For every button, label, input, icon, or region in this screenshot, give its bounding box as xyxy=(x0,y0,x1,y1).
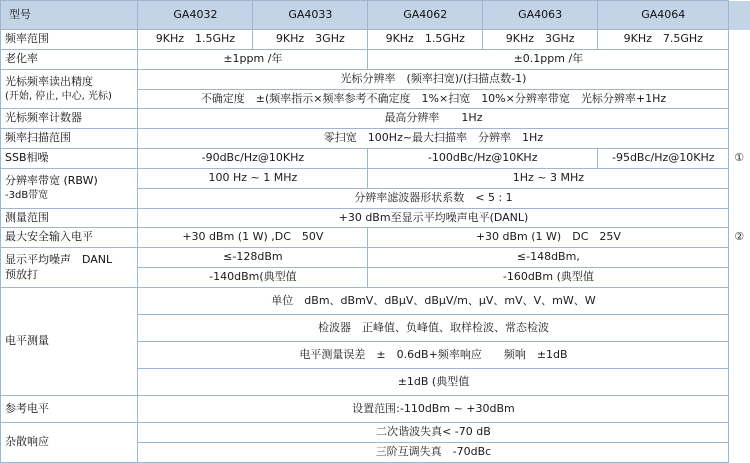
cell-ssb-2: -100dBc/Hz@10KHz xyxy=(368,149,598,169)
cell-freq-ga4032: 9KHz 1.5GHz xyxy=(138,30,253,50)
table-row xyxy=(1,129,750,149)
cell-intermod-distortion: 三阶互调失真 -70dBc xyxy=(138,442,729,462)
cell-danl-left-1: ≤-128dBm xyxy=(138,248,368,268)
cell-max-safe-left: +30 dBm (1 W) ,DC 50V xyxy=(138,228,368,248)
cell-danl-left-2: -140dBm(典型值 xyxy=(138,268,368,288)
note-spacer xyxy=(729,1,750,30)
note-cell xyxy=(729,314,750,341)
cell-danl-right-2: -160dBm (典型值 xyxy=(368,268,729,288)
row-label-danl xyxy=(1,248,138,288)
note-cell xyxy=(729,368,750,395)
row-label-line1: 分辨率带宽 (RBW) xyxy=(5,174,98,188)
row-label-ssb-phase-noise: SSB相噪 xyxy=(1,149,138,169)
cell-marker-resolution: 光标分辨率 (频率扫宽)/(扫描点数-1) xyxy=(138,69,729,89)
row-label-frequency-range: 频率范围 xyxy=(1,30,138,50)
note-cell xyxy=(729,129,750,149)
cell-freq-ga4062: 9KHz 1.5GHz xyxy=(368,30,483,50)
note-cell xyxy=(729,268,750,288)
row-label-max-safe-input: 最大安全输入电平 xyxy=(1,228,138,248)
table-row xyxy=(1,149,750,169)
cell-freq-ga4064: 9KHz 7.5GHz xyxy=(598,30,729,50)
cell-level-units: 单位 dBm、dBmV、dBμV、dBμV/m、μV、mV、V、mW、W xyxy=(138,287,729,314)
table-row xyxy=(1,422,750,442)
cell-rbw-shape-factor: 分辨率滤波器形状系数 < 5 : 1 xyxy=(138,188,729,208)
cell-rbw-left: 100 Hz ~ 1 MHz xyxy=(138,168,368,188)
note-cell xyxy=(729,69,750,89)
row-label-aging-rate: 老化率 xyxy=(1,49,138,69)
table-row xyxy=(1,208,750,228)
row-label-sweep-range: 频率扫描范围 xyxy=(1,129,138,149)
table-row xyxy=(1,395,750,422)
note-cell xyxy=(729,442,750,462)
cell-marker-uncertainty: 不确定度 ±(频率指示×频率参考不确定度 1%×扫宽 10%×分辨率带宽 光标分辨率+1Hz xyxy=(138,89,729,109)
row-label-marker-readout-accuracy xyxy=(1,69,138,109)
header-model-2: GA4062 xyxy=(368,1,483,30)
table-row xyxy=(1,248,750,268)
note-cell xyxy=(729,248,750,268)
cell-rbw-right: 1Hz ~ 3 MHz xyxy=(368,168,729,188)
note-cell xyxy=(729,168,750,188)
note-cell xyxy=(729,30,750,50)
row-label-measurement-range: 测量范围 xyxy=(1,208,138,228)
note-cell xyxy=(729,287,750,314)
note-cell xyxy=(729,89,750,109)
note-cell xyxy=(729,422,750,442)
row-label-reference-level: 参考电平 xyxy=(1,395,138,422)
cell-freq-ga4063: 9KHz 3GHz xyxy=(483,30,598,50)
note-cell xyxy=(729,341,750,368)
table-row xyxy=(1,168,750,188)
note-cell xyxy=(729,208,750,228)
cell-level-typical: ±1dB (典型值 xyxy=(138,368,729,395)
note-cell xyxy=(729,49,750,69)
row-label-level-measurement: 电平测量 xyxy=(1,287,138,395)
row-label-resolution-bandwidth xyxy=(1,168,138,208)
table-row xyxy=(1,49,750,69)
note-cell xyxy=(729,109,750,129)
cell-marker-counter: 最高分辨率 1Hz xyxy=(138,109,729,129)
cell-freq-ga4033: 9KHz 3GHz xyxy=(253,30,368,50)
cell-level-error: 电平测量误差 ± 0.6dB+频率响应 频响 ±1dB xyxy=(138,341,729,368)
table-row xyxy=(1,69,750,89)
cell-sweep-range: 零扫宽 100Hz~最大扫描率 分辨率 1Hz xyxy=(138,129,729,149)
row-label-line2: 预放打 xyxy=(5,267,38,281)
header-model-0: GA4032 xyxy=(138,1,253,30)
cell-ssb-1: -90dBc/Hz@10KHz xyxy=(138,149,368,169)
table-header-row xyxy=(1,1,750,30)
cell-max-safe-right: +30 dBm (1 W) DC 25V xyxy=(368,228,729,248)
header-model-3: GA4063 xyxy=(483,1,598,30)
cell-ssb-3: -95dBc/Hz@10KHz xyxy=(598,149,729,169)
cell-reference-level: 设置范围:-110dBm ~ +30dBm xyxy=(138,395,729,422)
row-label-line1: 显示平均噪声 DANL xyxy=(5,252,113,266)
row-label-line2: (开始, 停止, 中心, 光标) xyxy=(5,90,112,102)
row-label-spurious-response: 杂散响应 xyxy=(1,422,138,462)
row-label-line2: -3dB带宽 xyxy=(5,189,49,201)
note-marker-1: ① xyxy=(729,149,750,169)
table-row xyxy=(1,30,750,50)
note-cell xyxy=(729,188,750,208)
cell-aging-right: ±0.1ppm /年 xyxy=(368,49,729,69)
cell-harmonic-distortion: 二次谐波失真< -70 dB xyxy=(138,422,729,442)
header-model-4: GA4064 xyxy=(598,1,729,30)
header-label: 型号 xyxy=(1,1,138,30)
table-row xyxy=(1,109,750,129)
cell-aging-left: ±1ppm /年 xyxy=(138,49,368,69)
table-row xyxy=(1,228,750,248)
table-row xyxy=(1,287,750,314)
header-model-1: GA4033 xyxy=(253,1,368,30)
row-label-marker-counter: 光标频率计数器 xyxy=(1,109,138,129)
cell-measurement-range: +30 dBm至显示平均噪声电平(DANL) xyxy=(138,208,729,228)
note-cell xyxy=(729,395,750,422)
note-marker-2: ② xyxy=(729,228,750,248)
cell-level-detectors: 检波器 正峰值、负峰值、取样检波、常态检波 xyxy=(138,314,729,341)
cell-danl-right-1: ≤-148dBm, xyxy=(368,248,729,268)
row-label-line1: 光标频率读出精度 xyxy=(5,74,93,88)
